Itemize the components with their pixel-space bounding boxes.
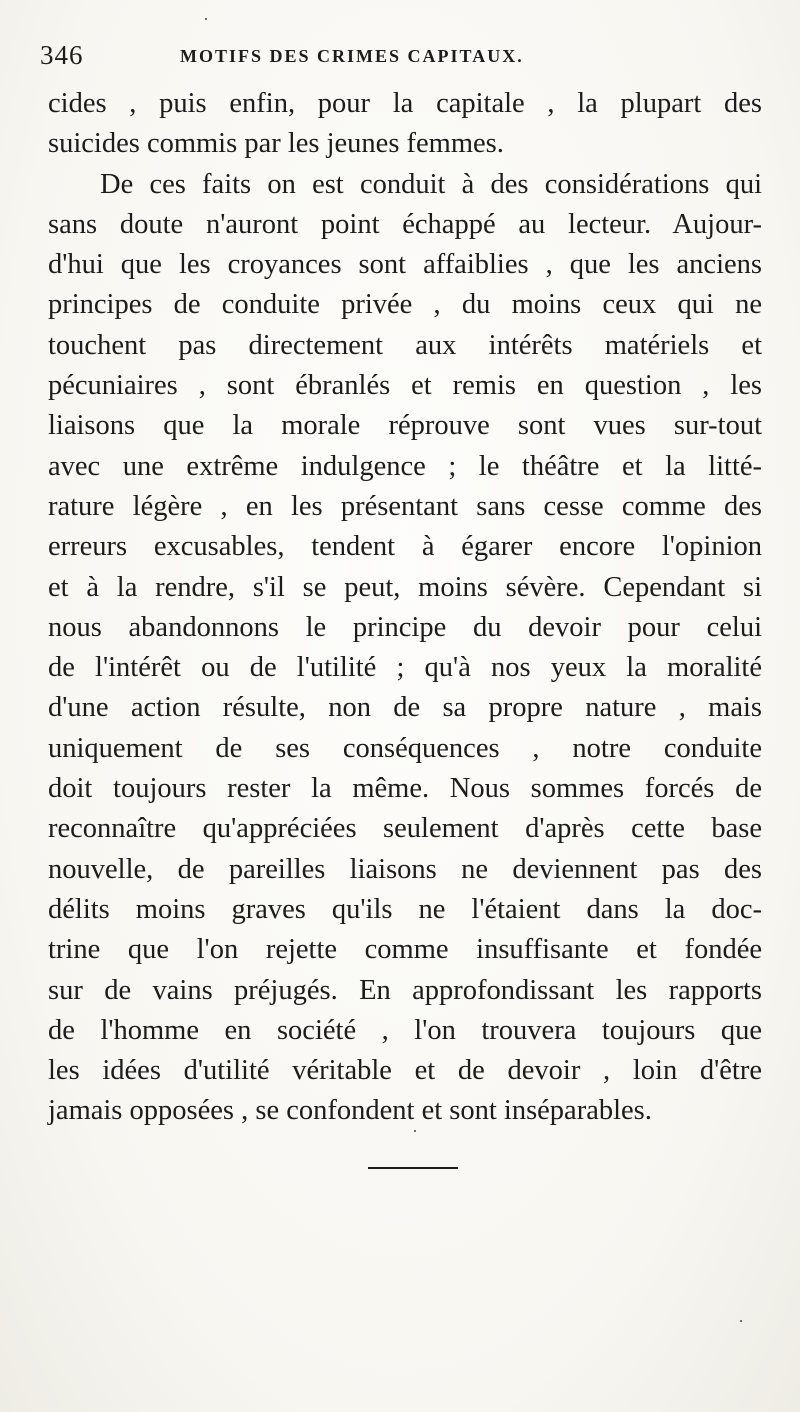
text-line: délits moins graves qu'ils ne l'étaient dans la doc- xyxy=(48,893,762,925)
ink-speck xyxy=(740,1320,742,1322)
text-line: erreurs excusables, tendent à égarer encore l'opinion xyxy=(48,531,762,563)
running-head: MOTIFS DES CRIMES CAPITAUX. xyxy=(180,46,524,66)
text-line: sans doute n'auront point échappé au lecteur. Aujour- xyxy=(48,208,762,240)
ink-speck xyxy=(414,1130,416,1132)
body-text xyxy=(48,84,762,1132)
text-line: touchent pas directement aux intérêts matériels et xyxy=(48,329,762,361)
text-line: principes de conduite privée , du moins ceux qui ne xyxy=(48,289,762,321)
text-line: suicides commis par les jeunes femmes. xyxy=(48,128,504,160)
text-line: de l'homme en société , l'on trouvera toujours que xyxy=(48,1014,762,1046)
page-number: 346 xyxy=(40,40,84,70)
text-line: rature légère , en les présentant sans cesse comme des xyxy=(48,490,762,522)
ink-speck xyxy=(205,18,207,20)
page-header xyxy=(40,40,760,80)
text-line: uniquement de ses conséquences , notre conduite xyxy=(48,732,762,764)
text-line: nouvelle, de pareilles liaisons ne deviennent pas des xyxy=(48,853,762,885)
text-line: d'hui que les croyances sont affaiblies , que les anciens xyxy=(48,249,762,281)
text-line: cides , puis enfin, pour la capitale , la plupart des xyxy=(48,88,762,119)
text-line: d'une action résulte, non de sa propre nature , mais xyxy=(48,692,762,724)
section-rule xyxy=(368,1167,458,1169)
text-line: nous abandonnons le principe du devoir pour celui xyxy=(48,611,762,643)
text-line: pécuniaires , sont ébranlés et remis en question , les xyxy=(48,370,762,402)
text-line: jamais opposées , se confondent et sont inséparables. xyxy=(48,1095,652,1127)
text-line: de l'intérêt ou de l'utilité ; qu'à nos yeux la moralité xyxy=(48,652,762,684)
text-line: trine que l'on rejette comme insuffisante et fondée xyxy=(48,934,762,966)
text-line: sur de vains préjugés. En approfondissant les rapports xyxy=(48,974,762,1006)
text-line: De ces faits on est conduit à des considérations qui xyxy=(100,168,762,200)
text-line: reconnaître qu'appréciées seulement d'après cette base xyxy=(48,813,762,845)
text-line: les idées d'utilité véritable et de devoir , loin d'être xyxy=(48,1055,762,1087)
text-line: et à la rendre, s'il se peut, moins sévère. Cependant si xyxy=(48,571,762,603)
text-line: doit toujours rester la même. Nous sommes forcés de xyxy=(48,773,762,805)
text-line: liaisons que la morale réprouve sont vues sur-tout xyxy=(48,410,762,442)
text-line: avec une extrême indulgence ; le théâtre et la litté- xyxy=(48,450,762,482)
